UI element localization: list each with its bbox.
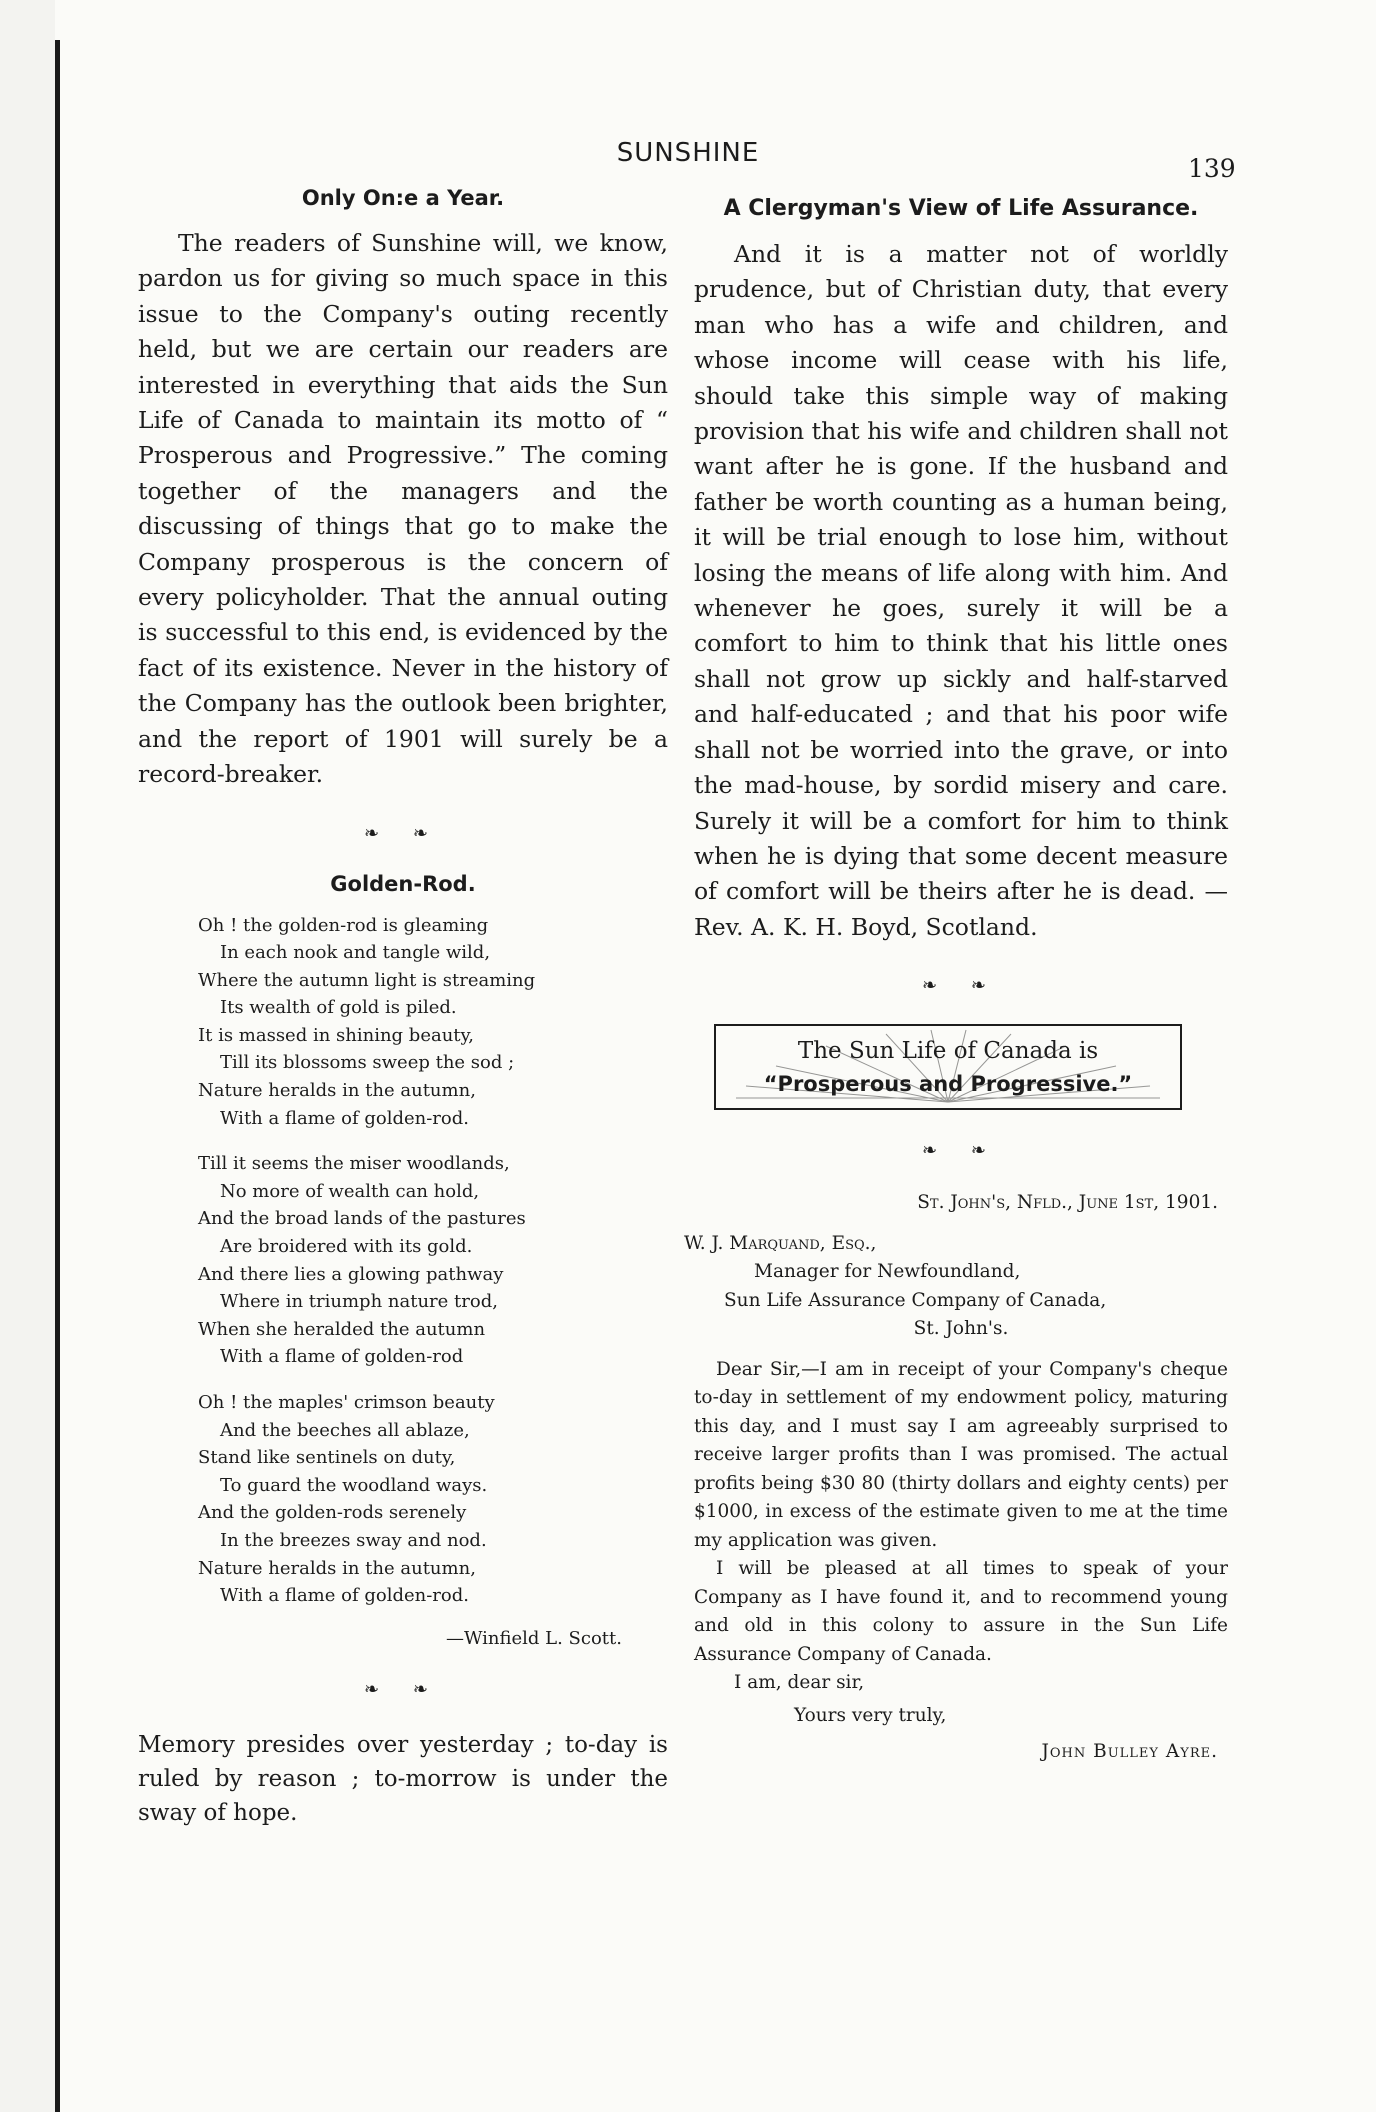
testimonial-letter [684,1189,1228,1767]
poem-title-golden-rod: Golden-Rod. [330,871,476,896]
letter-addressee: W. J. Marquand, Esq., [684,1232,877,1254]
letter-address-line: Manager for Newfoundland, [754,1261,1021,1283]
poem-line: Its wealth of gold is piled. [220,997,457,1019]
poem-line: Till it seems the miser woodlands, [198,1153,510,1175]
ornament-divider: ❧ ❧ [922,975,1000,997]
poem-line: And the beeches all ablaze, [220,1419,470,1441]
poem-line: To guard the woodland ways. [220,1474,488,1496]
poem-line: Oh ! the maples' crimson beauty [198,1392,495,1413]
poem-line: Nature heralds in the autumn, [198,1557,476,1579]
poem-stanza-2 [198,1150,668,1371]
left-column [138,186,668,1830]
poem-line: And the broad lands of the pastures [198,1208,526,1230]
letter-signature: John Bulley Ayre. [1041,1741,1218,1763]
letter-dateline: St. John's, Nfld., June 1st, 1901. [917,1192,1218,1214]
poem-line: And there lies a glowing pathway [198,1263,504,1285]
poem-line: No more of wealth can hold, [220,1180,480,1202]
letter-paragraph: I will be pleased at all times to speak of your Company as I have found it, and to recommend young and old in this colony to assure in the Sun Life Assurance Company of Canada. [694,1558,1228,1665]
running-head: SUNSHINE [616,138,760,168]
poem-line: It is massed in shining beauty, [198,1024,475,1046]
poem-line: And the golden-rods serenely [198,1502,467,1524]
ornament-divider: ❧ ❧ [364,1678,442,1700]
banner-line-1: The Sun Life of Canada is [797,1038,1099,1065]
letter-closing: I am, dear sir, [734,1672,865,1694]
poem-line: Till its blossoms sweep the sod ; [220,1052,515,1074]
poem-line: Where the autumn light is streaming [198,969,536,991]
ornament-divider: ❧ ❧ [922,1140,1000,1162]
page-margin [0,0,55,2112]
poem-line: With a flame of golden-rod. [220,1585,469,1607]
memory-quote: Memory presides over yesterday ; to-day is ruled by reason ; to-morrow is under the sway of hope. [138,1731,668,1826]
poem-line: With a flame of golden-rod. [220,1107,469,1129]
right-column [684,196,1228,1767]
article-title-only-once-a-year: Only On:e a Year. [301,186,505,210]
poem-line: Where in triumph nature trod, [220,1291,498,1313]
ornament-divider: ❧ ❧ [364,822,442,844]
banner-line-2: “Prosperous and Progressive.” [763,1072,1133,1097]
poem-line: When she heralded the autumn [198,1318,486,1340]
poem-line: In the breezes sway and nod. [220,1529,487,1551]
page-number: 139 [1188,154,1236,183]
poem-line: In each nook and tangle wild, [220,942,491,964]
poem-attribution: —Winfield L. Scott. [445,1627,622,1649]
letter-closing: Yours very truly, [794,1704,947,1726]
poem-line: Nature heralds in the autumn, [198,1080,476,1102]
poem-line: With a flame of golden-rod [220,1346,464,1368]
letter-address-line: Sun Life Assurance Company of Canada, [724,1289,1107,1311]
poem-golden-rod [198,912,668,1610]
poem-stanza-1 [198,912,668,1133]
letter-address-line: St. John's. [913,1318,1009,1340]
motto-banner [714,1024,1182,1110]
article-body-clergyman: And it is a matter not of worldly prudence, but of Christian duty, that every man who has a wife and children, and whose income will cease with his life, should take this simple way of making provision that his wife and children shall not want after he is gone. If the husband and father be worth counting as a human being, it will be trial enough to lose him, without losing the means of life along with him. And whenever he goes, surely it will be a comfort to him to think that his little ones shall not grow up sickly and half-starved and half-educated ; and that his poor wife shall not be worried into the grave, or into the mad-house, by sordid misery and care. Surely it will be a comfort for him to think when he is dying that some decent measure of comfort will be theirs after he is dead. — Rev. A. K. H. Boyd, Scotland. [694,240,1228,941]
page-binding-edge [55,40,60,2112]
article-body-only-once-a-year: The readers of Sunshine will, we know, pardon us for giving so much space in this issue to the Company's outing recently held, but we are certain our readers are interested in everything that aids the Sun Life of Canada to maintain its motto of “ Prosperous and Progressive.” The coming together of the managers and the discussing of things that go to make the Company prosperous is the concern of every policyholder. That the annual outing is successful to this end, is evidenced by the fact of its existence. Never in the history of the Company has the outlook been brighter, and the report of 1901 will surely be a record-breaker. [138,229,668,789]
poem-line: Stand like sentinels on duty, [198,1447,456,1469]
article-title-clergyman: A Clergyman's View of Life Assurance. [723,196,1199,221]
poem-line: Are broidered with its gold. [220,1236,473,1258]
poem-stanza-3 [198,1389,668,1610]
letter-paragraph: Dear Sir,—I am in receipt of your Company's cheque to-day in settlement of my endowment policy, maturing this day, and I must say I am agreeably surprised to receive larger profits than I was promised. The actual profits being $30 80 (thirty dollars and eighty cents) per $1000, in excess of the estimate given to me at the time my application was given. [694,1358,1228,1551]
poem-line: Oh ! the golden-rod is gleaming [198,914,489,936]
